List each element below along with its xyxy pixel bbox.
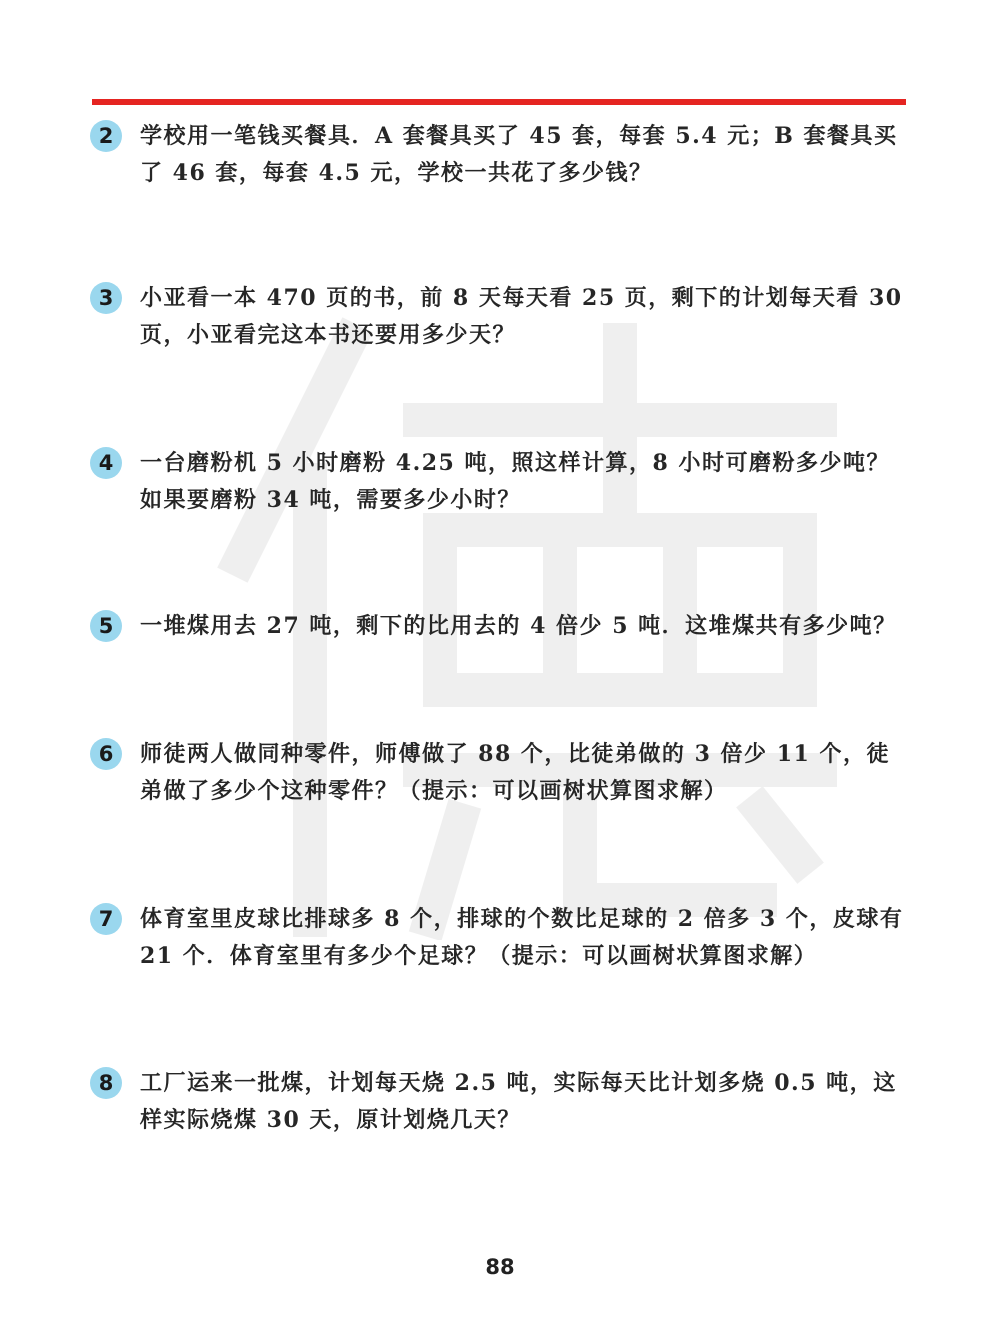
problem-5 [90, 608, 910, 698]
problem-3 [90, 280, 910, 370]
problem-text: 工厂运来一批煤，计划每天烧 2.5 吨，实际每天比计划多烧 0.5 吨，这样实际烧煤 30 天，原计划烧几天？ [140, 1070, 897, 1133]
problem-text: 师徒两人做同种零件，师傅做了 88 个，比徒弟做的 3 倍少 11 个，徒弟做了多少个这种零件？（提示：可以画树状算图求解） [140, 741, 890, 804]
problem-number-badge: 8 [90, 1067, 122, 1099]
problem-7 [90, 901, 910, 991]
problem-number-badge: 7 [90, 903, 122, 935]
problem-text: 一台磨粉机 5 小时磨粉 4.25 吨，照这样计算，8 小时可磨粉多少吨？如果要磨粉 34 吨，需要多少小时？ [140, 450, 890, 513]
top-rule [92, 99, 906, 105]
problem-number-badge: 3 [90, 282, 122, 314]
problem-number-badge: 6 [90, 738, 122, 770]
problem-number-badge: 4 [90, 447, 122, 479]
problem-number-badge: 5 [90, 610, 122, 642]
problem-8 [90, 1065, 910, 1155]
problem-text: 一堆煤用去 27 吨，剩下的比用去的 4 倍少 5 吨．这堆煤共有多少吨？ [140, 613, 897, 639]
problem-2 [90, 118, 910, 208]
problem-number-badge: 2 [90, 120, 122, 152]
problem-text: 学校用一笔钱买餐具．A 套餐具买了 45 套，每套 5.4 元；B 套餐具买了 46 套，每套 4.5 元，学校一共花了多少钱？ [140, 123, 898, 186]
page-number: 88 [485, 1255, 515, 1279]
problem-6 [90, 736, 910, 826]
problem-text: 小亚看一本 470 页的书，前 8 天每天看 25 页，剩下的计划每天看 30 页，小亚看完这本书还要用多少天？ [140, 285, 903, 348]
problem-4 [90, 445, 910, 535]
problem-text: 体育室里皮球比排球多 8 个，排球的个数比足球的 2 倍多 3 个，皮球有 21 个．体育室里有多少个足球？（提示：可以画树状算图求解） [140, 906, 904, 969]
